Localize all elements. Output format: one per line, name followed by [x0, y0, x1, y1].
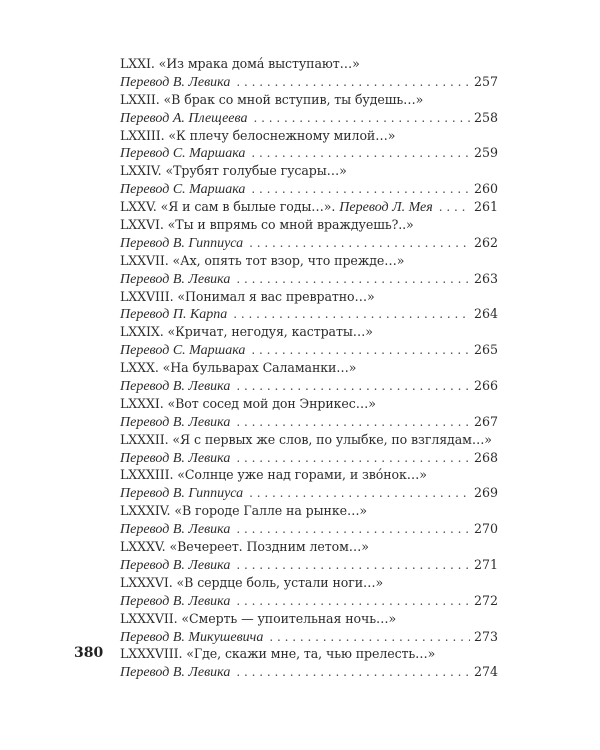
toc-entry-translator-line [120, 341, 498, 359]
translator: Перевод В. Гиппиуса [120, 486, 244, 502]
page-number: 271 [473, 556, 498, 572]
dot-leader [236, 74, 470, 92]
toc-entry-title: LXXVII. «Ах, опять тот взор, что прежде…» [120, 252, 405, 268]
toc-entry-title: LXXIX. «Кричат, негодуя, кастраты…» [120, 324, 373, 340]
toc-entry-translator-line [120, 270, 498, 288]
translator: Перевод П. Карпа [120, 307, 228, 323]
page-number: 264 [473, 306, 498, 322]
translator: Перевод С. Маршака [120, 182, 246, 198]
translator: Перевод В. Левика [120, 271, 231, 287]
page-number: 257 [473, 73, 498, 89]
translator: Перевод В. Гиппиуса [120, 235, 244, 251]
toc-entry-translator-line [120, 592, 498, 610]
page-folio-number: 380 [74, 645, 104, 661]
toc-entry-translator-line [120, 663, 498, 681]
dot-leader [236, 593, 470, 611]
translator: Перевод С. Маршака [120, 146, 246, 162]
toc-entry-translator-line [120, 628, 498, 646]
dot-leader [249, 485, 470, 503]
toc-entry-title: LXXVIII. «Понимал я вас превратно…» [120, 288, 375, 304]
translator: Перевод В. Левика [120, 593, 231, 609]
toc-entry-translator-line [120, 109, 498, 127]
translator: Перевод В. Микушевича [120, 629, 264, 645]
translator: Перевод В. Левика [120, 450, 231, 466]
toc-entry-translator-line [120, 144, 498, 162]
translator: Перевод В. Левика [120, 414, 231, 430]
dot-leader [236, 664, 470, 682]
toc-entry-translator-line [120, 234, 498, 252]
dot-leader [236, 450, 470, 468]
dot-leader [251, 181, 470, 199]
toc-entry-title: LXXXIII. «Солнце уже над горами, и звóнок…» [120, 467, 427, 483]
page-number: 267 [473, 413, 498, 429]
page-number: 270 [473, 521, 498, 537]
translator: Перевод Л. Мея [339, 200, 433, 216]
page-number: 263 [473, 270, 498, 286]
toc-entry-title: LXXVI. «Ты и впрямь со мной враждуешь?..» [120, 217, 414, 233]
toc-entry-title: LXXXIV. «В городе Галле на рынке…» [120, 503, 368, 519]
toc-entry-title: LXXXII. «Я с первых же слов, по улыбке, по взглядам…» [120, 431, 492, 447]
toc-entry-translator-line [120, 305, 498, 323]
translator: Перевод В. Левика [120, 665, 231, 681]
toc-entry-translator-line [120, 449, 498, 467]
dot-leader [439, 199, 470, 217]
dot-leader [236, 521, 470, 539]
toc-entry-title: LXXXVIII. «Где, скажи мне, та, чью прелесть…» [120, 646, 436, 662]
toc-entry-title: LXXXV. «Вечереет. Поздним летом…» [120, 539, 369, 555]
dot-leader [236, 271, 470, 289]
page-number: 274 [473, 664, 498, 680]
toc-entry-title: LXXIII. «К плечу белоснежному милой…» [120, 127, 396, 143]
toc-entry-translator-line [120, 520, 498, 538]
toc-entry-title: LXXXVII. «Смерть — упоительная ночь…» [120, 610, 397, 626]
toc-entry-translator-line [120, 556, 498, 574]
page-number: 266 [473, 378, 498, 394]
dot-leader [251, 145, 470, 163]
page-number: 262 [473, 234, 498, 250]
translator: Перевод В. Левика [120, 379, 231, 395]
toc-entry-translator-line [120, 413, 498, 431]
translator: Перевод В. Левика [120, 557, 231, 573]
dot-leader [251, 342, 470, 360]
page-number: 268 [473, 449, 498, 465]
toc-entry-title: LXXXVI. «В сердце боль, устали ноги…» [120, 574, 384, 590]
page-number: 272 [473, 592, 498, 608]
page-number: 258 [473, 109, 498, 125]
dot-leader [236, 414, 470, 432]
dot-leader [233, 306, 470, 324]
dot-leader [236, 378, 470, 396]
toc-entry-title: LXXI. «Из мрака домá выступают…» [120, 56, 360, 71]
toc-entry-translator-line [120, 180, 498, 198]
toc-entry-title: LXXII. «В брак со мной вступив, ты будешь…» [120, 91, 424, 107]
translator: Перевод В. Левика [120, 74, 231, 90]
toc-entry-title: LXXX. «На бульварах Саламанки…» [120, 360, 357, 376]
table-of-contents [120, 55, 498, 681]
page-number: 269 [473, 485, 498, 501]
translator: Перевод А. Плещеева [120, 110, 248, 126]
page-number: 265 [473, 342, 498, 358]
toc-entry-translator-line [120, 377, 498, 395]
dot-leader [249, 235, 470, 253]
translator: Перевод В. Левика [120, 522, 231, 538]
toc-entry-title: LXXIV. «Трубят голубые гусары…» [120, 163, 347, 179]
page-number: 261 [473, 199, 498, 215]
dot-leader [236, 557, 470, 575]
toc-entry-title: LXXXI. «Вот сосед мой дон Энрикес…» [120, 395, 376, 411]
translator: Перевод С. Маршака [120, 343, 246, 359]
dot-leader [253, 110, 469, 128]
toc-entry-translator-line [120, 73, 498, 91]
toc-entry-single-line: LXXV. «Я и сам в былые годы…». Перевод Л. Мея . . . 261 [120, 198, 498, 216]
page-number: 273 [473, 628, 498, 644]
dot-leader [269, 629, 470, 647]
toc-entry-translator-line [120, 484, 498, 502]
page-number: 259 [473, 145, 498, 161]
page-number: 260 [473, 181, 498, 197]
